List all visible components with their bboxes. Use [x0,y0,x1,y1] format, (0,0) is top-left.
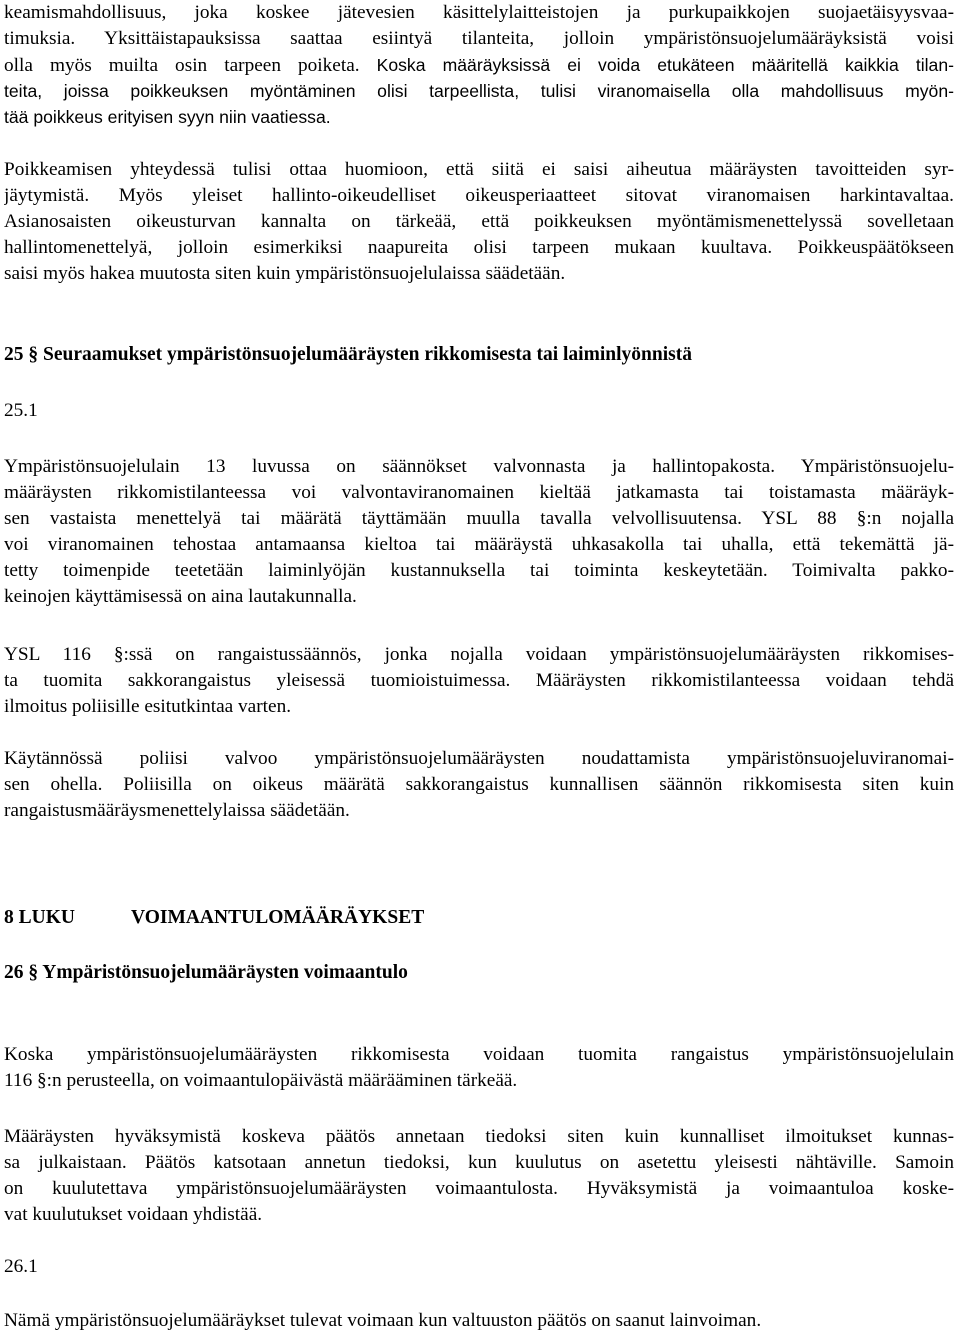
section-26-heading: 26 § Ympäristönsuojelumääräysten voimaantulo [4,962,408,983]
chapter-title: VOIMAANTULOMÄÄRÄYKSET [131,907,425,928]
text-line: olla myös muilta osin tarpeen poiketa. [4,55,377,76]
text-line: Koska määräyksissä ei voida etukäteen määritellä kaikkia tilan- [376,55,954,75]
section-25-heading: 25 § Seuraamukset ympäristönsuojelumääräysten rikkomisesta tai laiminlyönnistä [4,344,692,365]
text-line: YSL 116 §:ssä on rangaistussäännös, jonka nojalla voidaan ympäristönsuojelumääräysten rikkomises- [4,644,954,665]
section-26-paragraph-1 [4,1042,954,1094]
text-line: Asianosaisten oikeusturvan kannalta on tärkeää, että poikkeuksen myöntämismenettelyssä sovelletaan [4,211,954,232]
text-line: saisi myös hakea muutosta siten kuin ympäristönsuojelulaissa säädetään. [4,263,566,284]
text-line: Nämä ympäristönsuojelumääräykset tulevat voimaan kun valtuuston päätös on saanut lainvoiman. [4,1310,762,1331]
text-line: Poikkeamisen yhteydessä tulisi ottaa huomioon, että siitä ei saisi aiheutua määräysten tavoitteiden syr- [4,159,954,180]
section-25-paragraph-3 [4,746,954,824]
section-25-paragraph-2 [4,642,954,720]
text-line: on kuulutettava ympäristönsuojelumääräysten voimaantulosta. Hyväksymistä ja voimaantuloa koske- [4,1178,954,1199]
text-line: sen vastaista menettelyä tai määrätä täyttämään muulla tavalla velvollisuutensa. YSL 88 §:n nojalla [4,508,954,529]
chapter-number: 8 LUKU [4,907,75,928]
text-line: Ympäristönsuojelulain 13 luvussa on säännökset valvonnasta ja hallintopakosta. Ympäristönsuojelu- [4,456,954,477]
text-line: Määräysten hyväksymistä koskeva päätös annetaan tiedoksi siten kuin kunnalliset ilmoitukset kunnas- [4,1126,954,1147]
text-line: timuksia. Yksittäistapauksissa saattaa esiintyä tilanteita, jolloin ympäristönsuojelumääräyksistä voisi [4,28,954,49]
section-25-paragraph-1 [4,454,954,610]
text-line: keinojen käyttämisessä on aina lautakunnalla. [4,586,357,607]
text-line: Koska ympäristönsuojelumääräysten rikkomisesta voidaan tuomita rangaistus ympäristönsuojelulain [4,1044,954,1065]
text-line: ta tuomita sakkorangaistus yleisessä tuomioistuimessa. Määräysten rikkomistilanteessa voidaan tehdä [4,670,954,691]
text-line: tää poikkeus erityisen syyn niin vaatiessa. [4,107,331,127]
text-line: hallintomenettelyä, jolloin esimerkiksi naapureita olisi tarpeen mukaan kuultava. Poikkeuspäätökseen [4,237,954,258]
section-26-number: 26.1 [4,1256,38,1277]
text-line: teita, joissa poikkeuksen myöntäminen olisi tarpeellista, tulisi viranomaisella olla mahdollisuus myön- [4,81,954,101]
intro-paragraph [4,0,954,130]
text-line: jäytymistä. Myös yleiset hallinto-oikeudelliset oikeusperiaatteet sitovat viranomaisen harkintavaltaa. [4,185,954,206]
text-line: keamismahdollisuus, joka koskee jätevesien käsittelylaitteistojen ja purkupaikkojen suojaetäisyysvaa- [4,2,954,23]
section-25-number: 25.1 [4,400,38,421]
paragraph-exemption [4,157,954,287]
text-line: voi viranomainen tehostaa antamaansa kieltoa tai määräystä uhkasakolla tai uhalla, että tekemättä jä- [4,534,954,555]
text-line: Käytännössä poliisi valvoo ympäristönsuojelumääräysten noudattamista ympäristönsuojeluviranomai- [4,748,954,769]
text-line: rangaistusmääräysmenettelylaissa säädetään. [4,800,350,821]
text-line: sen ohella. Poliisilla on oikeus määrätä sakkorangaistus kunnallisen säännön rikkomisesta siten kuin [4,774,954,795]
text-line: tetty toimenpide teetetään laiminlyöjän kustannuksella tai toiminta keskeytetään. Toimivalta pakko- [4,560,954,581]
text-line: sa julkaistaan. Päätös katsotaan annetun tiedoksi, kun kuulutus on asetettu yleisesti nähtäville. Samoin [4,1152,954,1173]
text-line: määräysten rikkomistilanteessa voi valvontaviranomainen kieltää jatkamasta tai toistamasta määräyk- [4,482,954,503]
text-line: 116 §:n perusteella, on voimaantulopäivästä määrääminen tärkeää. [4,1070,518,1091]
section-26-paragraph-3 [4,1308,954,1334]
section-26-paragraph-2 [4,1124,954,1228]
text-line: vat kuulutukset voidaan yhdistää. [4,1204,263,1225]
text-line: ilmoitus poliisille esitutkintaa varten. [4,696,292,717]
text-line [4,52,954,78]
